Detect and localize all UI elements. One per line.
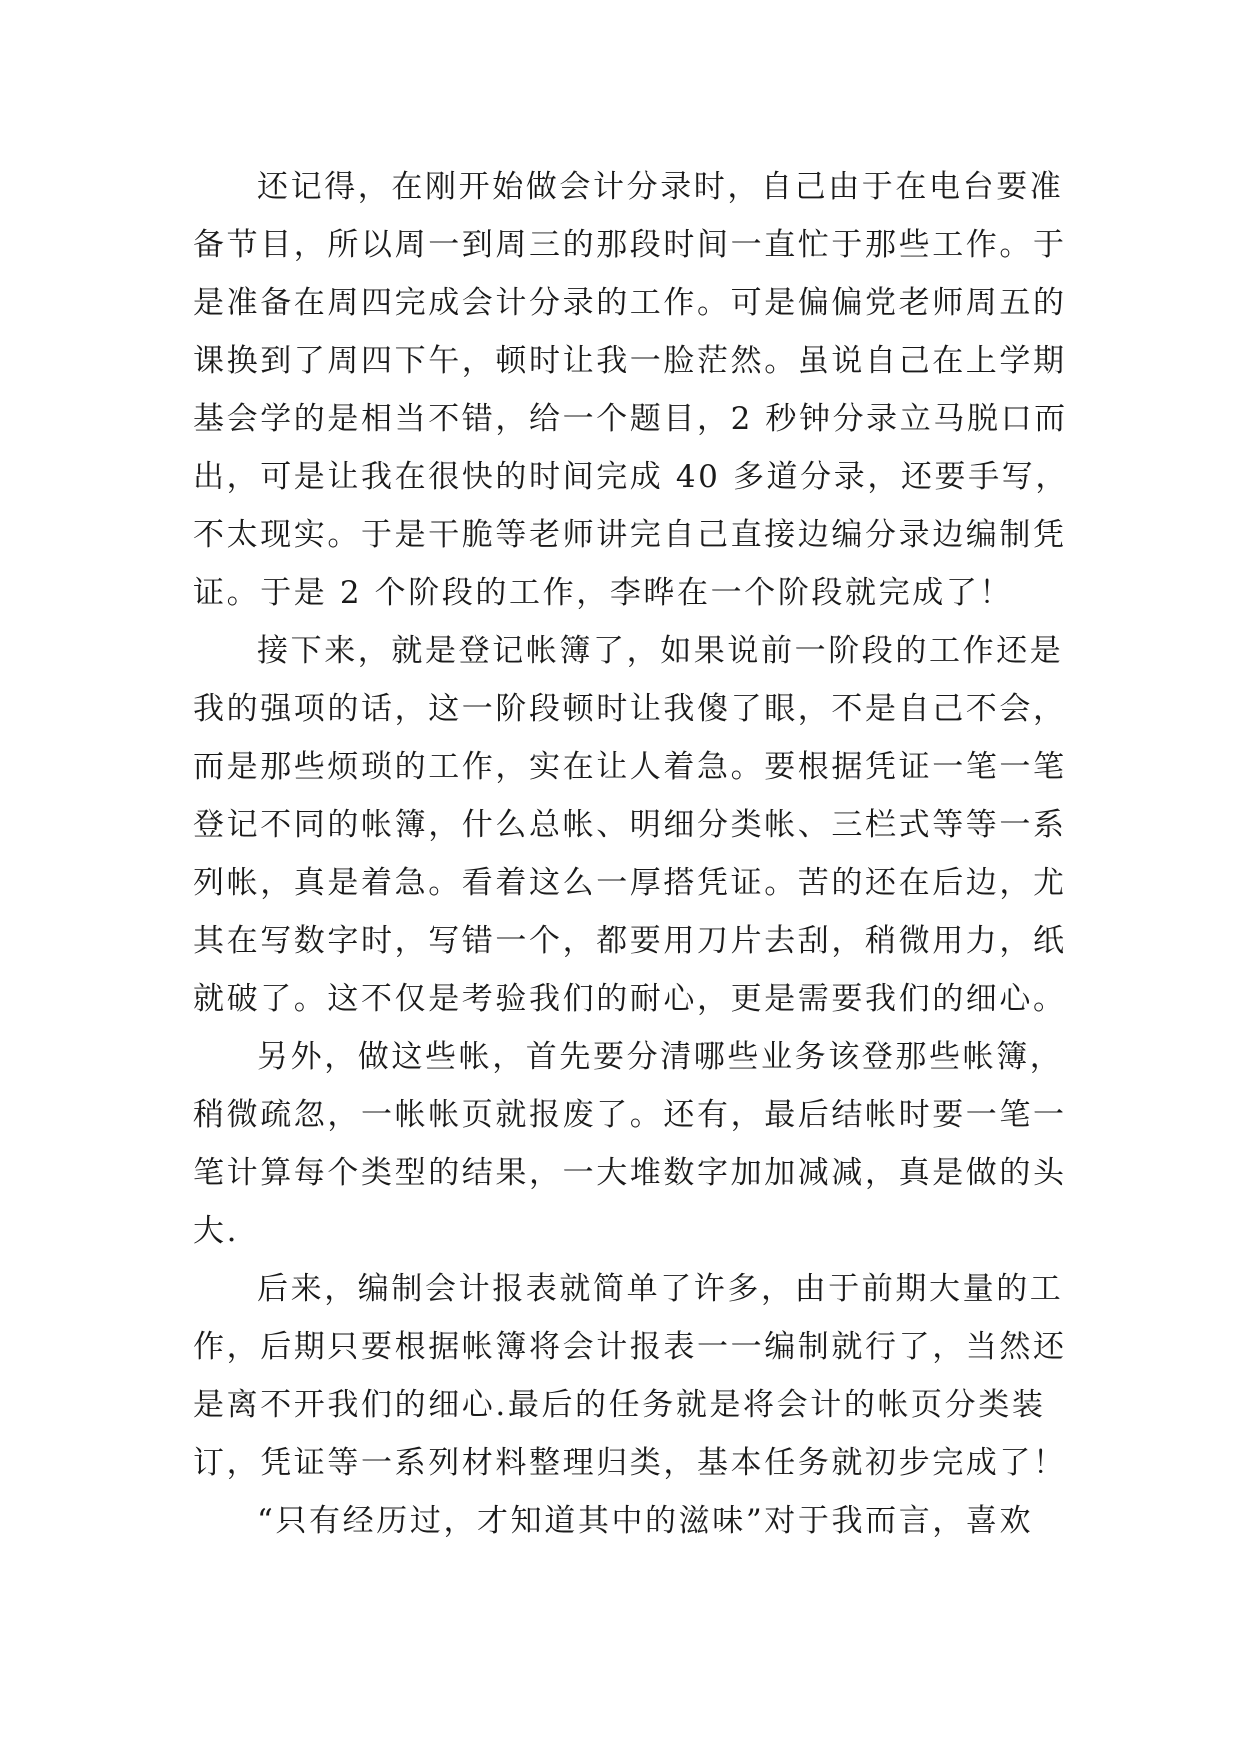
- text-line: 出，可是让我在很快的时间完成 40 多道分录，还要手写，: [193, 459, 1069, 495]
- body-text: [193, 158, 1073, 1550]
- text-line: 接下来，就是登记帐簿了，如果说前一阶段的工作还是: [257, 633, 1064, 669]
- text-line: 订，凭证等一系列材料整理归类，基本任务就初步完成了！: [193, 1445, 1067, 1481]
- text-line: 登记不同的帐簿，什么总帐、明细分类帐、三栏式等等一系: [193, 807, 1067, 843]
- text-line: “只有经历过，才知道其中的滋味”对于我而言，喜欢: [257, 1503, 1034, 1539]
- text-line: 是准备在周四完成会计分录的工作。可是偏偏党老师周五的: [193, 285, 1067, 321]
- text-line: 是离不开我们的细心.最后的任务就是将会计的帐页分类装: [193, 1387, 1046, 1423]
- text-line: 而是那些烦琐的工作，实在让人着急。要根据凭证一笔一笔: [193, 749, 1067, 785]
- text-line: 其在写数字时，写错一个，都要用刀片去刮，稍微用力，纸: [193, 923, 1067, 959]
- text-line: 稍微疏忽，一帐帐页就报废了。还有，最后结帐时要一笔一: [193, 1097, 1067, 1133]
- text-line: 基会学的是相当不错，给一个题目，2 秒钟分录立马脱口而: [193, 401, 1068, 437]
- text-line: 作，后期只要根据帐簿将会计报表一一编制就行了，当然还: [193, 1329, 1067, 1365]
- text-line: 备节目，所以周一到周三的那段时间一直忙于那些工作。于: [193, 227, 1067, 263]
- text-line: 不太现实。于是干脆等老师讲完自己直接边编分录边编制凭: [193, 517, 1067, 553]
- text-line: 后来，编制会计报表就简单了许多，由于前期大量的工: [257, 1271, 1064, 1307]
- text-line: 列帐，真是着急。看着这么一厚搭凭证。苦的还在后边，尤: [193, 865, 1067, 901]
- text-line: 我的强项的话，这一阶段顿时让我傻了眼，不是自己不会，: [193, 691, 1067, 727]
- text-line: 另外，做这些帐，首先要分清哪些业务该登那些帐簿，: [257, 1039, 1064, 1075]
- text-line: 还记得，在刚开始做会计分录时，自己由于在电台要准: [257, 169, 1064, 205]
- text-line: 课换到了周四下午，顿时让我一脸茫然。虽说自己在上学期: [193, 343, 1067, 379]
- text-line: 大.: [193, 1213, 240, 1249]
- text-line: 笔计算每个类型的结果，一大堆数字加加减减，真是做的头: [193, 1155, 1067, 1191]
- text-line: 证。于是 2 个阶段的工作，李晔在一个阶段就完成了！: [193, 575, 1014, 611]
- text-line: 就破了。这不仅是考验我们的耐心，更是需要我们的细心。: [193, 981, 1067, 1017]
